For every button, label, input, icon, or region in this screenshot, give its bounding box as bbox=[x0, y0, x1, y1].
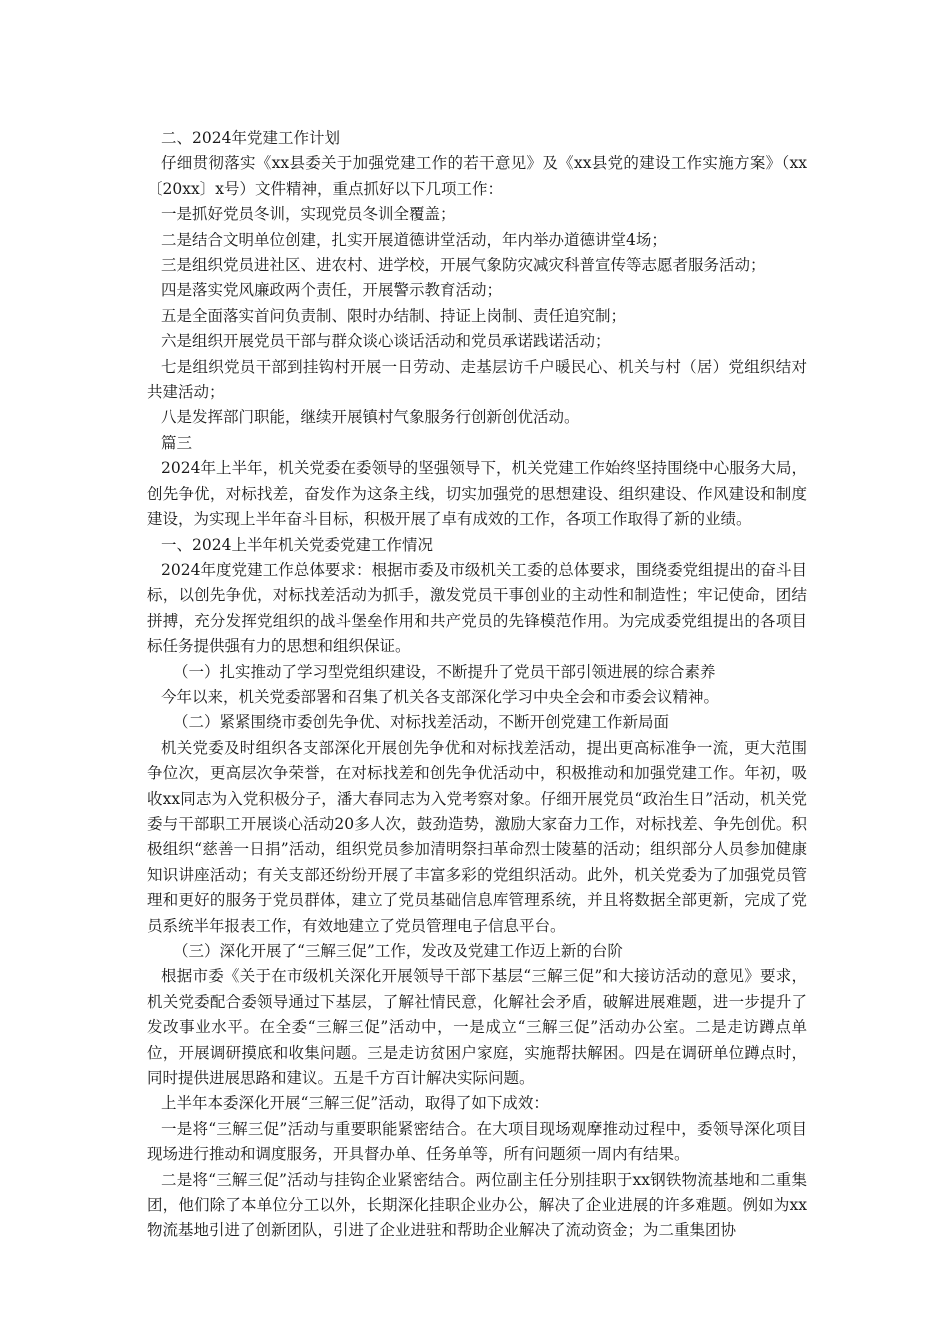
list-item: 六是组织开展党员干部与群众谈心谈话活动和党员承诺践诺活动； bbox=[161, 332, 611, 351]
list-item: 四是落实党风廉政两个责任，开展警示教育活动； bbox=[161, 281, 503, 300]
paragraph: 仔细贯彻落实《xx县委关于加强党建工作的若干意见》及《xx县党的建设工作实施方案》（xx〔20xx〕x号）文件精神，重点抓好以下几项工作： bbox=[147, 154, 807, 198]
subsection-heading: （二）紧紧围绕市委创先争优、对标找差活动，不断开创党建工作新局面 bbox=[173, 713, 670, 732]
paragraph: 2024年度党建工作总体要求：根据市委及市级机关工委的总体要求，围绕委党组提出的奋斗目标，以创先争优，对标找差活动为抓手，激发党员干事创业的主动性和制造性；牢记使命，团结拼搏，充分发挥党组织的战斗堡垒作用和共产党员的先锋模范作用。为完成委党组提出的各项目标任务提供强有力的思想和组织保证。 bbox=[147, 560, 807, 656]
paragraph: 机关党委及时组织各支部深化开展创先争优和对标找差活动，提出更高标准争一流，更大范围争位次，更高层次争荣誉，在对标找差和创先争优活动中，积极推动和加强党建工作。年初，吸收xx同志为入党积极分子，潘大春同志为入党考察对象。仔细开展党员“政治生日”活动，机关党委与干部职工开展谈心活动20多人次，鼓劲造势，激励大家奋力工作，对标找差、争先创优。积极组织“慈善一日捐”活动，组织党员参加清明祭扫革命烈士陵墓的活动；组织部分人员参加健康知识讲座活动；有关支部还纷纷开展了丰富多彩的党组织活动。此外，机关党委为了加强党员管理和更好的服务于党员群体，建立了党员基础信息库管理系统，并且将数据全部更新，完成了党员系统半年报表工作，有效地建立了党员管理电子信息平台。 bbox=[147, 738, 807, 935]
list-item: 二是将“三解三促”活动与挂钩企业紧密结合。两位副主任分别挂职于xx钢铁物流基地和二重集团，他们除了本单位分工以外，长期深化挂职企业办公，解决了企业进展的许多难题。例如为xx物流基地引进了创新团队，引进了企业进驻和帮助企业解决了流动资金；为二重集团协 bbox=[147, 1170, 807, 1240]
subsection-heading: （一）扎实推动了学习型党组织建设，不断提升了党员干部引领进展的综合素养 bbox=[173, 662, 716, 681]
list-item: 一是将“三解三促”活动与重要职能紧密结合。在大项目现场观摩推动过程中，委领导深化项目现场进行推动和调度服务，开具督办单、任务单等，所有问题须一周内有结果。 bbox=[147, 1119, 807, 1164]
list-item: 五是全面落实首问负责制、限时办结制、持证上岗制、责任追究制； bbox=[161, 306, 627, 325]
list-item: 三是组织党员进社区、进农村、进学校，开展气象防灾减灾科普宣传等志愿者服务活动； bbox=[161, 256, 766, 275]
list-item: 二是结合文明单位创建，扎实开展道德讲堂活动，年内举办道德讲堂4场； bbox=[161, 230, 667, 249]
document-body bbox=[147, 126, 807, 1244]
section-heading: 篇三 bbox=[161, 433, 193, 452]
section-heading: 二、2024年党建工作计划 bbox=[161, 129, 340, 147]
paragraph: 根据市委《关于在市级机关深化开展领导干部下基层“三解三促”和大接访活动的意见》要求，机关党委配合委领导通过下基层，了解社情民意，化解社会矛盾，破解进展难题，进一步提升了发改事业水平。在全委“三解三促”活动中，一是成立“三解三促”活动办公室。二是走访蹲点单位，开展调研摸底和收集问题。三是走访贫困户家庭，实施帮扶解困。四是在调研单位蹲点时，同时提供进展思路和建议。五是千方百计解决实际问题。 bbox=[147, 967, 807, 1088]
paragraph: 2024年上半年，机关党委在委领导的坚强领导下，机关党建工作始终坚持围绕中心服务大局，创先争优，对标找差，奋发作为这条主线，切实加强党的思想建设、组织建设、作风建设和制度建设，为实现上半年奋斗目标，积极开展了卓有成效的工作，各项工作取得了新的业绩。 bbox=[147, 459, 807, 529]
subsection-heading: （三）深化开展了“三解三促”工作，发改及党建工作迈上新的台阶 bbox=[173, 942, 623, 960]
list-item: 七是组织党员干部到挂钩村开展一日劳动、走基层访千户暖民心、机关与村（居）党组织结对共建活动； bbox=[147, 357, 807, 402]
list-item: 一是抓好党员冬训，实现党员冬训全覆盖； bbox=[161, 205, 456, 224]
paragraph: 今年以来，机关党委部署和召集了机关各支部深化学习中央全会和市委会议精神。 bbox=[161, 687, 720, 706]
list-item: 八是发挥部门职能，继续开展镇村气象服务行创新创优活动。 bbox=[161, 408, 580, 427]
section-heading: 一、2024上半年机关党委党建工作情况 bbox=[161, 535, 433, 554]
paragraph: 上半年本委深化开展“三解三促”活动，取得了如下成效： bbox=[161, 1094, 549, 1113]
